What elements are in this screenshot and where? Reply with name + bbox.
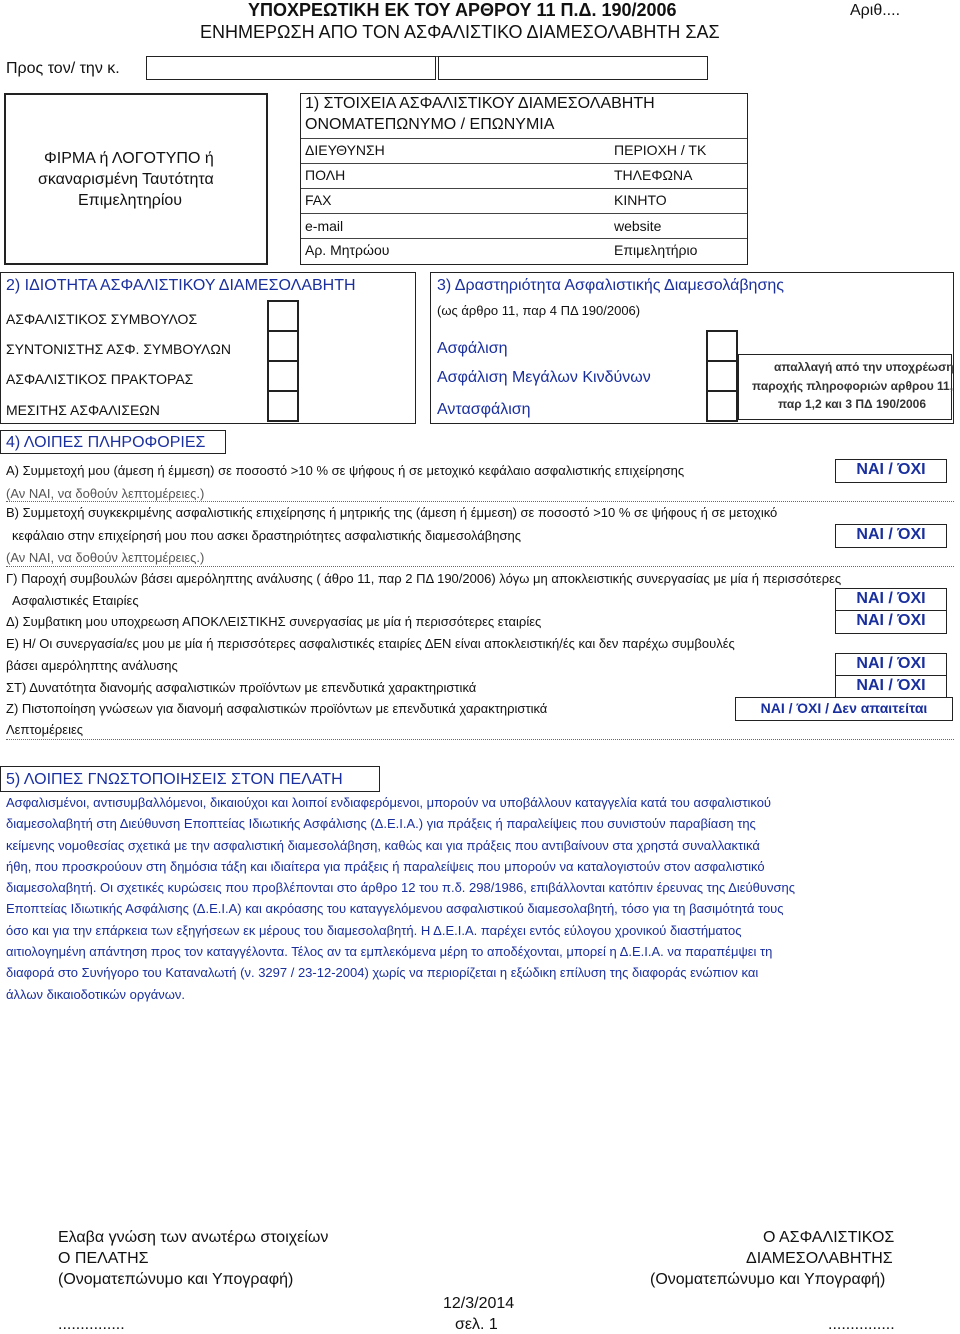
recipient-label: Προς τον/ την κ. xyxy=(6,60,120,77)
divider xyxy=(6,739,954,740)
disclosures-line: άλλων δικαιοδοτικών οργάνων. xyxy=(6,986,185,1002)
capacity-broker-checkbox[interactable] xyxy=(267,390,299,422)
disclosures-line: κείμενης νομοθεσίας σχετικά με την ασφαλιστική διαμεσολάβηση, καθώς και για πράξεις που αντιβαίνουν στα χρηστά συναλλακτικά xyxy=(6,837,760,853)
disclosures-line: διαμεσολαβητή στη Διεύθυνση Εποπτείας Ιδιωτικής Ασφάλισης (Δ.Ε.Ι.Α.) για πράξεις ή παραλείψεις που συνιστούν παραβίαση της xyxy=(6,816,756,832)
item-st-text: ΣΤ) Δυνατότητα διανομής ασφαλιστικών προϊόντων με επενδυτικά χαρακτηριστικά xyxy=(6,680,477,695)
form-title: ΥΠΟΧΡΕΩΤΙΚΗ ΕΚ ΤΟΥ ΑΡΘΡΟΥ 11 Π.Δ. 190/2006 xyxy=(248,0,677,20)
client-ack-line-1: Ελαβα γνώση των ανωτέρω στοιχείων xyxy=(58,1229,329,1246)
item-e-text-1: Ε) Η/ Οι συνεργασία/ες μου με μία ή περισσότερες ασφαλιστικές εταιρίες ΔΕΝ είναι αποκλειστική/ές και δεν παρέχω συμβουλές xyxy=(6,636,735,651)
activity-large-risks-label: Ασφάλιση Μεγάλων Κινδύνων xyxy=(437,369,651,386)
phones-label: ΤΗΛΕΦΩΝΑ xyxy=(614,167,693,183)
chamber-label: Επιμελητήριο xyxy=(614,242,698,258)
activity-insurance-label: Ασφάλιση xyxy=(437,340,508,357)
section2-title: 2) ΙΔΙΟΤΗΤΑ ΑΣΦΑΛΙΣΤΙΚΟΥ ΔΙΑΜΕΣΟΛΑΒΗΤΗ xyxy=(6,277,356,294)
capacity-consultant-checkbox[interactable] xyxy=(267,300,299,332)
divider xyxy=(301,213,747,214)
item-b-text-2: κεφάλαιο στην επιχείρησή μου που ασκει δραστηριότητες ασφαλιστικής διαμεσολάβησης xyxy=(12,528,521,543)
section1-title: 1) ΣΤΟΙΧΕΙΑ ΑΣΦΑΛΙΣΤΙΚΟΥ ΔΙΑΜΕΣΟΛΑΒΗΤΗ xyxy=(305,95,655,112)
section4-title: 4) ΛΟΙΠΕΣ ΠΛΗΡΟΦΟΡΙΕΣ xyxy=(6,434,206,451)
item-c-text-1: Γ) Παροχή συμβουλών βάσει αμερόληπτης ανάλυσης ( άθρο 11, παρ 2 ΠΔ 190/2006) λόγω μη αποκλειστικής συνεργασίας με μία ή περισσότερες xyxy=(6,571,842,586)
father-name-field[interactable] xyxy=(438,56,708,80)
item-z-yes-no[interactable]: ΝΑΙ / ΌΧΙ / Δεν απαιτείται xyxy=(735,697,953,721)
disclosures-text xyxy=(6,792,906,1005)
item-a-details-note: (Αν ΝΑΙ, να δοθούν λεπτομέρειες.) xyxy=(6,486,205,501)
disclosures-line: ήθη, που προσκρούουν στη δημόσια τάξη και ιδιαίτερα για πράξεις ή παραλείψεις που μπορούν να καταλογιστούν στον ασφαλιστικό xyxy=(6,858,765,874)
item-st-yes-no[interactable]: ΝΑΙ / ΌΧΙ xyxy=(835,675,947,699)
item-z-text: Ζ) Πιστοποίηση γνώσεων για διανομή ασφαλιστικών προϊόντων με επενδυτικά χαρακτηριστικά xyxy=(6,701,548,716)
capacity-coordinator-label: ΣΥΝΤΟΝΙΣΤΗΣ ΑΣΦ. ΣΥΜΒΟΥΛΩΝ xyxy=(6,341,231,357)
fax-label: FAX xyxy=(305,192,332,208)
capacity-coordinator-checkbox[interactable] xyxy=(267,330,299,362)
intermediary-signature-field[interactable]: ............... xyxy=(828,1316,895,1333)
capacity-agent-label: ΑΣΦΑΛΙΣΤΙΚΟΣ ΠΡΑΚΤΟΡΑΣ xyxy=(6,371,194,387)
disclosures-line: Ασφαλισμένοι, αντισυμβαλλόμενοι, δικαιούχοι και λοιποί ενδιαφερόμενοι, μπορούν να υποβάλλουν καταγγελία κατά του ασφαλιστικού xyxy=(6,795,772,810)
capacity-consultant-label: ΑΣΦΑΛΙΣΤΙΚΟΣ ΣΥΜΒΟΥΛΟΣ xyxy=(6,311,198,327)
item-c-yes-no[interactable]: ΝΑΙ / ΌΧΙ xyxy=(835,588,947,612)
section5-title: 5) ΛΟΙΠΕΣ ΓΝΩΣΤΟΠΟΙΗΣΕΙΣ ΣΤΟΝ ΠΕΛΑΤΗ xyxy=(6,771,343,788)
divider xyxy=(301,188,747,189)
intermediary-sign-line-1: Ο ΑΣΦΑΛΙΣΤΙΚΟΣ xyxy=(763,1229,895,1246)
exemption-line-3: παρ 1,2 και 3 ΠΔ 190/2006 xyxy=(778,397,927,411)
disclosures-line: διαφορά στο Συνήγορο του Καταναλωτή (ν. 3297 / 23-12-2004) χωρίς να περιορίζεται η εξώδικη επίλυση της διαφοράς ενώπιον και xyxy=(6,965,759,981)
logo-line-3: Επιμελητηρίου xyxy=(78,192,183,209)
city-label: ΠΟΛΗ xyxy=(305,167,346,183)
item-d-text: Δ) Συμβατικη μου υποχρεωση ΑΠΟΚΛΕΙΣΤΙΚΗΣ συνεργασίας με μία ή περισσότερες εταιρίες xyxy=(6,614,542,629)
item-a-text: Α) Συμμετοχή μου (άμεση ή έμμεση) σε ποσοστό >10 % σε ψήφους ή σε μετοχικό κεφάλαιο ασφαλιστικής επιχείρησης xyxy=(6,463,685,478)
name-label: ΟΝΟΜΑΤΕΠΩΝΥΜΟ / ΕΠΩΝΥΜΙΑ xyxy=(305,116,555,133)
activity-large-risks-checkbox[interactable] xyxy=(706,360,738,392)
form-number-label: Αριθ.... xyxy=(850,2,901,19)
page-number: σελ. 1 xyxy=(455,1316,498,1333)
capacity-broker-label: ΜΕΣΙΤΗΣ ΑΣΦΑΛΙΣΕΩΝ xyxy=(6,402,160,418)
exemption-line-1: απαλλαγή από την υποχρέωση xyxy=(774,360,954,374)
item-b-yes-no[interactable]: ΝΑΙ / ΌΧΙ xyxy=(835,524,947,548)
client-ack-line-2: Ο ΠΕΛΑΤΗΣ xyxy=(58,1250,149,1267)
item-d-yes-no[interactable]: ΝΑΙ / ΌΧΙ xyxy=(835,610,947,634)
mobile-label: ΚΙΝΗΤΟ xyxy=(614,192,667,208)
logo-line-2: σκαναρισμένη Ταυτότητα xyxy=(38,171,214,188)
exemption-line-2: παροχής πληροφοριών αρθρου 11, xyxy=(752,379,954,393)
disclosures-line: Εποπτείας Ιδιωτικής Ασφάλισης (Δ.Ε.Ι.Α) και ακρόασης του καταγγελόμενου ασφαλιστικού διαμεσολαβητή, τόσο για τη βασιμότητά τους xyxy=(6,901,784,917)
divider xyxy=(301,238,747,239)
item-b-text-1: Β) Συμμετοχή συγκεκριμένης ασφαλιστικής επιχείρησης ή μητρικής της (άμεση ή έμμεση) σε ποσοστό >10 % σε ψήφους ή σε μετοχικό xyxy=(6,505,778,520)
divider xyxy=(301,138,747,139)
form-subtitle: ΕΝΗΜΕΡΩΣΗ ΑΠΟ ΤΟΝ ΑΣΦΑΛΙΣΤΙΚΟ ΔΙΑΜΕΣΟΛΑΒΗΤΗ ΣΑΣ xyxy=(200,22,720,42)
disclosures-line: όσο και για την επάρκεια των εξηγήσεων εκ μέρους του διαμεσολαβητή. Η Δ.Ε.Ι.Α. παρέχει εντός εύλογου χρονικού διαστήματος xyxy=(6,922,742,938)
divider xyxy=(6,566,954,567)
client-signature-field[interactable]: ............... xyxy=(58,1316,125,1333)
item-a-yes-no[interactable]: ΝΑΙ / ΌΧΙ xyxy=(835,459,947,483)
section3-subtitle: (ως άρθρο 11, παρ 4 ΠΔ 190/2006) xyxy=(437,303,641,318)
disclosures-line: αιτιολογημένη απάντηση προς τον καταγγέλοντα. Τέλος αν τα εμπλεκόμενα μέρη το αποδέχονται, μπορεί η Δ.Ε.Ι.Α. να παραπέμψει τη xyxy=(6,944,773,960)
document-date: 12/3/2014 xyxy=(443,1295,515,1312)
divider xyxy=(6,501,954,502)
capacity-agent-checkbox[interactable] xyxy=(267,360,299,392)
item-e-yes-no[interactable]: ΝΑΙ / ΌΧΙ xyxy=(835,653,947,677)
client-ack-line-3: (Ονοματεπώνυμο και Υπογραφή) xyxy=(58,1271,294,1288)
item-c-text-2: Ασφαλιστικές Εταιρίες xyxy=(12,593,139,608)
registry-label: Αρ. Μητρώου xyxy=(305,242,390,258)
activity-reinsurance-checkbox[interactable] xyxy=(706,390,738,422)
details-label: Λεπτομέρειες xyxy=(6,722,84,737)
section3-title: 3) Δραστηριότητα Ασφαλιστικής Διαμεσολάβησης xyxy=(437,277,784,294)
item-e-text-2: βάσει αμερόληπτης ανάλυσης xyxy=(6,658,178,673)
area-postcode-label: ΠΕΡΙΟΧΗ / ΤΚ xyxy=(614,142,707,158)
disclosures-line: διαμεσολαβητή. Οι σχετικές κυρώσεις που προβλέπονται στο άρθρο 12 του π.δ. 298/1986, επιβάλλονται κατόπιν έρευνας της Διεύθυνσης xyxy=(6,880,795,896)
activity-insurance-checkbox[interactable] xyxy=(706,330,738,362)
address-label: ΔΙΕΥΘΥΝΣΗ xyxy=(305,142,385,158)
intermediary-sign-line-3: (Ονοματεπώνυμο και Υπογραφή) xyxy=(650,1271,886,1288)
intermediary-sign-line-2: ΔΙΑΜΕΣΟΛΑΒΗΤΗΣ xyxy=(746,1250,893,1267)
divider xyxy=(301,163,747,164)
item-b-details-note: (Αν ΝΑΙ, να δοθούν λεπτομέρειες.) xyxy=(6,550,205,565)
activity-reinsurance-label: Αντασφάλιση xyxy=(437,401,531,418)
email-label: e-mail xyxy=(305,218,344,234)
website-label: website xyxy=(614,218,662,234)
logo-line-1: ΦΙΡΜΑ ή ΛΟΓΟΤΥΠΟ ή xyxy=(44,150,214,167)
recipient-name-field[interactable] xyxy=(146,56,436,80)
